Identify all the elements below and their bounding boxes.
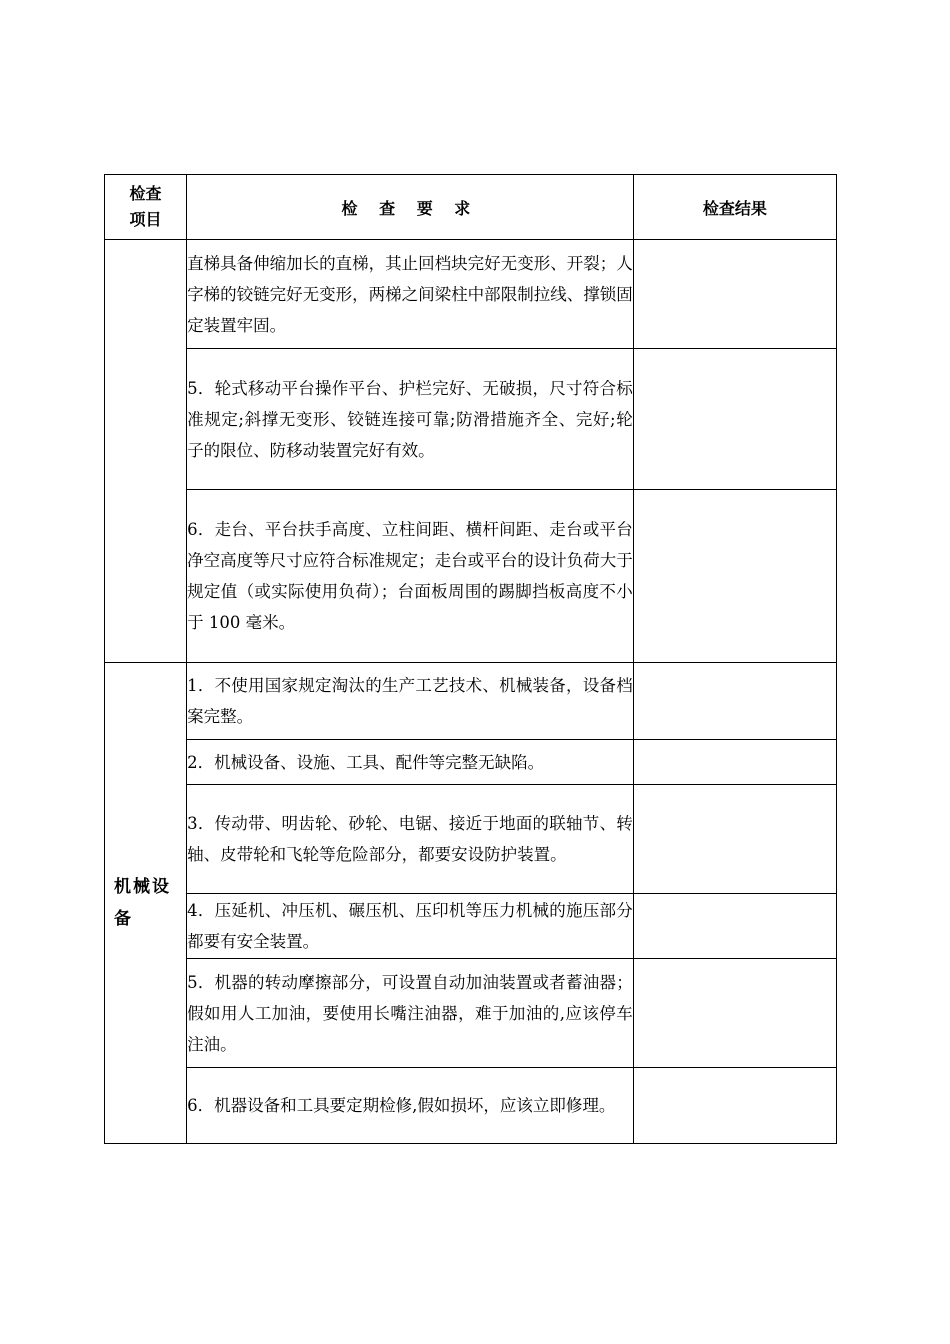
table-row bbox=[105, 740, 837, 785]
header-requirement: 检 查 要 求 bbox=[187, 175, 634, 240]
requirement-cell: 3．传动带、明齿轮、砂轮、电锯、接近于地面的联轴节、转轴、皮带轮和飞轮等危险部分，都要安设防护装置。 bbox=[187, 785, 634, 894]
requirement-cell: 6．机器设备和工具要定期检修,假如损坏，应该立即修理。 bbox=[187, 1068, 634, 1144]
table-row bbox=[105, 785, 837, 894]
header-inspection-item bbox=[105, 175, 187, 240]
inspection-table bbox=[104, 174, 837, 1144]
result-cell[interactable] bbox=[633, 894, 836, 959]
table-row bbox=[105, 1068, 837, 1144]
table-row bbox=[105, 240, 837, 349]
table-header-row bbox=[105, 175, 837, 240]
item-cell-machinery: 机械设备 bbox=[105, 663, 187, 1144]
requirement-cell: 6．走台、平台扶手高度、立柱间距、横杆间距、走台或平台净空高度等尺寸应符合标准规定；走台或平台的设计负荷大于规定值（或实际使用负荷）；台面板周围的踢脚挡板高度不小于 100 毫米。 bbox=[187, 490, 634, 663]
header-item-line1: 检查 bbox=[129, 184, 162, 203]
header-result: 检查结果 bbox=[633, 175, 836, 240]
result-cell[interactable] bbox=[633, 490, 836, 663]
result-cell[interactable] bbox=[633, 785, 836, 894]
requirement-cell: 5．轮式移动平台操作平台、护栏完好、无破损，尺寸符合标准规定;斜撑无变形、铰链连接可靠;防滑措施齐全、完好;轮子的限位、防移动装置完好有效。 bbox=[187, 349, 634, 490]
result-cell[interactable] bbox=[633, 740, 836, 785]
requirement-cell: 5．机器的转动摩擦部分，可设置自动加油装置或者蓄油器；假如用人工加油，要使用长嘴注油器，难于加油的,应该停车注油。 bbox=[187, 959, 634, 1068]
item-cell-continued bbox=[105, 240, 187, 663]
requirement-cell: 直梯具备伸缩加长的直梯，其止回档块完好无变形、开裂；人字梯的铰链完好无变形，两梯之间梁柱中部限制拉线、撑锁固定装置牢固。 bbox=[187, 240, 634, 349]
header-item-line2: 项目 bbox=[129, 210, 162, 229]
result-cell[interactable] bbox=[633, 663, 836, 740]
result-cell[interactable] bbox=[633, 240, 836, 349]
result-cell[interactable] bbox=[633, 1068, 836, 1144]
table-row bbox=[105, 894, 837, 959]
result-cell[interactable] bbox=[633, 959, 836, 1068]
requirement-cell: 4．压延机、冲压机、碾压机、压印机等压力机械的施压部分都要有安全装置。 bbox=[187, 894, 634, 959]
result-cell[interactable] bbox=[633, 349, 836, 490]
table-row bbox=[105, 349, 837, 490]
requirement-cell: 1．不使用国家规定淘汰的生产工艺技术、机械装备，设备档案完整。 bbox=[187, 663, 634, 740]
table-row bbox=[105, 959, 837, 1068]
table-row bbox=[105, 490, 837, 663]
requirement-cell: 2．机械设备、设施、工具、配件等完整无缺陷。 bbox=[187, 740, 634, 785]
table-row bbox=[105, 663, 837, 740]
